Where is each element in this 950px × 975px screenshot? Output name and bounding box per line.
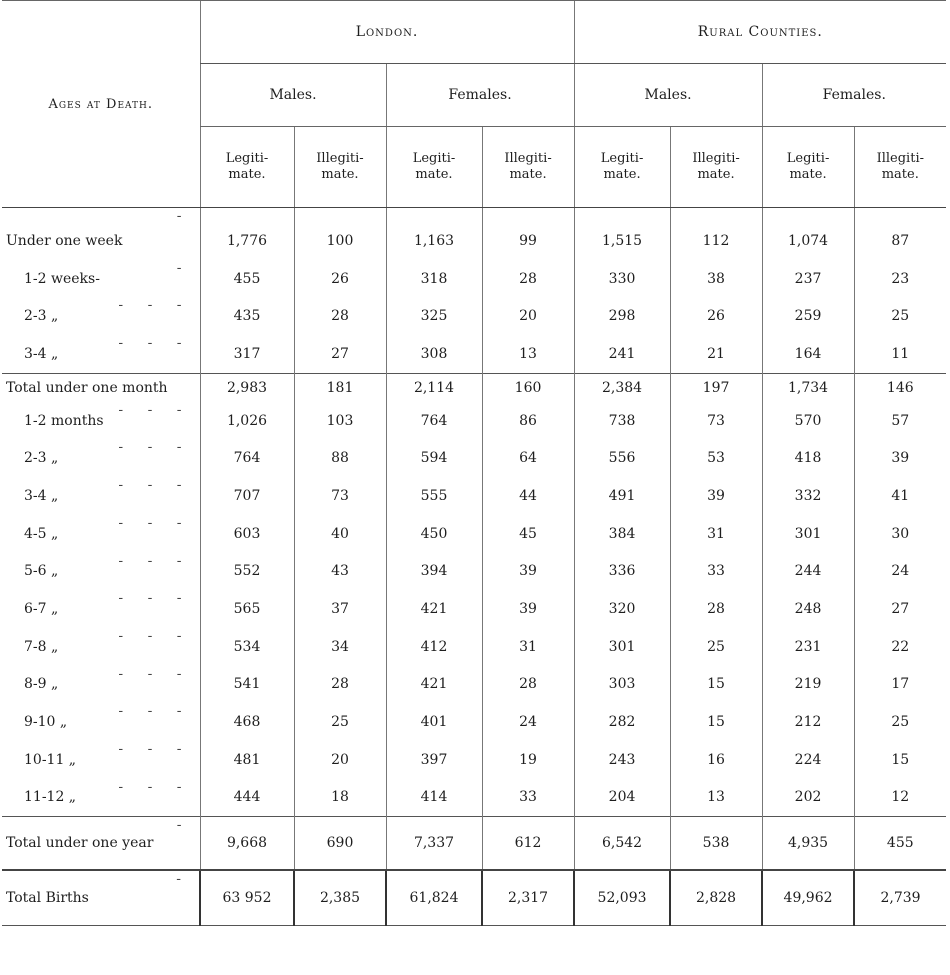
row-label: 1-2 months - - - — [24, 401, 192, 429]
table-cell: 301 — [574, 628, 670, 666]
table-cell: 31 — [670, 515, 762, 553]
table-cell: 25 — [854, 297, 946, 335]
table-cell: 112 — [670, 208, 762, 260]
row-label: 1-2 weeks- - — [24, 259, 192, 287]
row-label: 8-9 „ - - - — [24, 665, 192, 693]
table-cell: 7,337 — [386, 817, 482, 871]
row-label: Total under one month — [2, 373, 200, 402]
table-cell: 61,824 — [386, 870, 482, 926]
table-cell: 86 — [482, 402, 574, 440]
table-cell: 57 — [854, 402, 946, 440]
row-label: 10-11 „ - - - — [24, 740, 192, 768]
table-cell: 594 — [386, 439, 482, 477]
table-cell: 2,385 — [294, 870, 386, 926]
table-row — [2, 335, 946, 373]
table-cell: 308 — [386, 335, 482, 373]
table-cell: 435 — [200, 297, 294, 335]
table-cell: 1,776 — [200, 208, 294, 260]
table-cell: 25 — [854, 703, 946, 741]
table-cell: 204 — [574, 779, 670, 817]
table-cell: 570 — [762, 402, 854, 440]
table-cell: 22 — [854, 628, 946, 666]
table-cell: 33 — [482, 779, 574, 817]
table-cell: 44 — [482, 477, 574, 515]
table-cell: 764 — [386, 402, 482, 440]
table-cell: 219 — [762, 666, 854, 704]
table-cell: 1,074 — [762, 208, 854, 260]
table-cell: 332 — [762, 477, 854, 515]
table-cell: 1,163 — [386, 208, 482, 260]
table-cell: 455 — [854, 817, 946, 871]
row-label: 11-12 „ - - - — [24, 778, 192, 806]
table-cell: 318 — [386, 260, 482, 298]
row-label: 6-7 „ - - - — [24, 590, 192, 618]
table-row — [2, 870, 946, 926]
table-cell: 552 — [200, 553, 294, 591]
table-cell: 15 — [670, 666, 762, 704]
table-cell: 202 — [762, 779, 854, 817]
table-cell: 20 — [482, 297, 574, 335]
table-cell: 444 — [200, 779, 294, 817]
table-cell: 40 — [294, 515, 386, 553]
legitimate-header: Legiti- mate. — [386, 127, 482, 208]
row-label: 3-4 „ - - - — [24, 477, 192, 504]
london-males-header: Males. — [200, 64, 386, 127]
table-cell: 450 — [386, 515, 482, 553]
table-cell: 87 — [854, 208, 946, 260]
london-females-header: Females. — [386, 64, 574, 127]
mortality-table — [2, 0, 946, 926]
table-row — [2, 260, 946, 298]
row-label: 9-10 „ - - - — [24, 703, 192, 731]
table-cell: 13 — [482, 335, 574, 373]
table-cell: 421 — [386, 666, 482, 704]
table-row — [2, 628, 946, 666]
table-cell: 237 — [762, 260, 854, 298]
table-cell: 45 — [482, 515, 574, 553]
table-cell: 49,962 — [762, 870, 854, 926]
table-cell: 31 — [482, 628, 574, 666]
table-row — [2, 515, 946, 553]
table-cell: 27 — [294, 335, 386, 373]
table-cell: 336 — [574, 553, 670, 591]
table-cell: 41 — [854, 477, 946, 515]
table-cell: 99 — [482, 208, 574, 260]
table-cell: 259 — [762, 297, 854, 335]
london-header: London. — [200, 1, 574, 64]
table-cell: 26 — [670, 297, 762, 335]
table-cell: 28 — [294, 666, 386, 704]
table-cell: 2,739 — [854, 870, 946, 926]
table-cell: 282 — [574, 703, 670, 741]
table-cell: 330 — [574, 260, 670, 298]
legitimate-header: Legiti- mate. — [200, 127, 294, 208]
table-cell: 325 — [386, 297, 482, 335]
table-cell: 16 — [670, 741, 762, 779]
table-cell: 21 — [670, 335, 762, 373]
table-cell: 397 — [386, 741, 482, 779]
table-cell: 298 — [574, 297, 670, 335]
table-cell: 468 — [200, 703, 294, 741]
table-row — [2, 741, 946, 779]
table-cell: 39 — [670, 477, 762, 515]
legitimate-header: Legiti- mate. — [762, 127, 854, 208]
table-cell: 2,317 — [482, 870, 574, 926]
table-cell: 52,093 — [574, 870, 670, 926]
table-cell: 243 — [574, 741, 670, 779]
table-cell: 30 — [854, 515, 946, 553]
table-cell: 53 — [670, 439, 762, 477]
table-cell: 707 — [200, 477, 294, 515]
row-label: 7-8 „ - - - — [24, 627, 192, 655]
table-row — [2, 553, 946, 591]
table-cell: 100 — [294, 208, 386, 260]
table-row — [2, 779, 946, 817]
illegitimate-header: Illegiti- mate. — [854, 127, 946, 208]
table-cell: 146 — [854, 373, 946, 402]
table-cell: 2,983 — [200, 373, 294, 402]
row-label: Under one week - — [6, 208, 192, 249]
table-cell: 64 — [482, 439, 574, 477]
table-cell: 181 — [294, 373, 386, 402]
table-cell: 612 — [482, 817, 574, 871]
ages-at-death-header: Ages at Death. — [2, 1, 200, 208]
table-cell: 320 — [574, 590, 670, 628]
table-row — [2, 439, 946, 477]
table-cell: 28 — [482, 260, 574, 298]
table-cell: 418 — [762, 439, 854, 477]
table-cell: 26 — [294, 260, 386, 298]
table-cell: 303 — [574, 666, 670, 704]
table-cell: 23 — [854, 260, 946, 298]
table-cell: 534 — [200, 628, 294, 666]
table-cell: 2,114 — [386, 373, 482, 402]
table-cell: 1,734 — [762, 373, 854, 402]
table-cell: 24 — [482, 703, 574, 741]
row-label: 2-3 „ - - - — [24, 439, 192, 467]
table-cell: 160 — [482, 373, 574, 402]
table-cell: 39 — [854, 439, 946, 477]
table-cell: 11 — [854, 335, 946, 373]
table-cell: 9,668 — [200, 817, 294, 871]
table-cell: 24 — [854, 553, 946, 591]
table-cell: 556 — [574, 439, 670, 477]
table-cell: 212 — [762, 703, 854, 741]
table-cell: 224 — [762, 741, 854, 779]
rural-females-header: Females. — [762, 64, 946, 127]
table-cell: 455 — [200, 260, 294, 298]
table-cell: 538 — [670, 817, 762, 871]
table-cell: 231 — [762, 628, 854, 666]
table-cell: 248 — [762, 590, 854, 628]
table-cell: 764 — [200, 439, 294, 477]
table-body — [2, 208, 946, 926]
table-cell: 197 — [670, 373, 762, 402]
table-cell: 63 952 — [200, 870, 294, 926]
row-label: 5-6 „ - - - — [24, 552, 192, 580]
table-row — [2, 373, 946, 402]
table-cell: 491 — [574, 477, 670, 515]
table-cell: 301 — [762, 515, 854, 553]
table-cell: 73 — [294, 477, 386, 515]
table-cell: 481 — [200, 741, 294, 779]
table-cell: 20 — [294, 741, 386, 779]
rural-males-header: Males. — [574, 64, 762, 127]
table-cell: 1,515 — [574, 208, 670, 260]
table-cell: 412 — [386, 628, 482, 666]
table-cell: 317 — [200, 335, 294, 373]
table-cell: 18 — [294, 779, 386, 817]
table-row — [2, 402, 946, 440]
table-cell: 414 — [386, 779, 482, 817]
row-label: 3-4 „ - - - — [24, 335, 192, 362]
table-cell: 17 — [854, 666, 946, 704]
table-row — [2, 208, 946, 260]
table-cell: 19 — [482, 741, 574, 779]
row-label: 2-3 „ - - - — [24, 297, 192, 325]
table-cell: 73 — [670, 402, 762, 440]
table-cell: 13 — [670, 779, 762, 817]
table-cell: 38 — [670, 260, 762, 298]
legitimate-header: Legiti- mate. — [574, 127, 670, 208]
table-cell: 2,384 — [574, 373, 670, 402]
table-cell: 603 — [200, 515, 294, 553]
table-cell: 28 — [670, 590, 762, 628]
table-cell: 394 — [386, 553, 482, 591]
table-row — [2, 590, 946, 628]
table-cell: 401 — [386, 703, 482, 741]
table-cell: 164 — [762, 335, 854, 373]
table-row — [2, 477, 946, 515]
illegitimate-header: Illegiti- mate. — [670, 127, 762, 208]
table-cell: 27 — [854, 590, 946, 628]
table-cell: 25 — [294, 703, 386, 741]
table-cell: 12 — [854, 779, 946, 817]
table-cell: 39 — [482, 590, 574, 628]
table-cell: 6,542 — [574, 817, 670, 871]
row-label: 4-5 „ - - - — [24, 514, 192, 542]
table-cell: 1,026 — [200, 402, 294, 440]
table-cell: 103 — [294, 402, 386, 440]
table-cell: 39 — [482, 553, 574, 591]
table-cell: 43 — [294, 553, 386, 591]
table-row — [2, 817, 946, 871]
table-cell: 37 — [294, 590, 386, 628]
table-cell: 738 — [574, 402, 670, 440]
illegitimate-header: Illegiti- mate. — [294, 127, 386, 208]
table-cell: 384 — [574, 515, 670, 553]
table-cell: 25 — [670, 628, 762, 666]
table-cell: 34 — [294, 628, 386, 666]
table-cell: 28 — [294, 297, 386, 335]
row-label: Total under one year - — [2, 817, 200, 871]
table-cell: 15 — [670, 703, 762, 741]
table-cell: 690 — [294, 817, 386, 871]
table-row — [2, 703, 946, 741]
table-cell: 4,935 — [762, 817, 854, 871]
table-cell: 2,828 — [670, 870, 762, 926]
row-label: Total Births - — [2, 870, 200, 926]
table-cell: 33 — [670, 553, 762, 591]
table-cell: 555 — [386, 477, 482, 515]
table-cell: 15 — [854, 741, 946, 779]
table-cell: 88 — [294, 439, 386, 477]
table-row — [2, 297, 946, 335]
table-row — [2, 666, 946, 704]
table-cell: 241 — [574, 335, 670, 373]
table-cell: 244 — [762, 553, 854, 591]
table-cell: 565 — [200, 590, 294, 628]
table-cell: 421 — [386, 590, 482, 628]
table-cell: 541 — [200, 666, 294, 704]
illegitimate-header: Illegiti- mate. — [482, 127, 574, 208]
table-cell: 28 — [482, 666, 574, 704]
rural-counties-header: Rural Counties. — [574, 1, 946, 64]
